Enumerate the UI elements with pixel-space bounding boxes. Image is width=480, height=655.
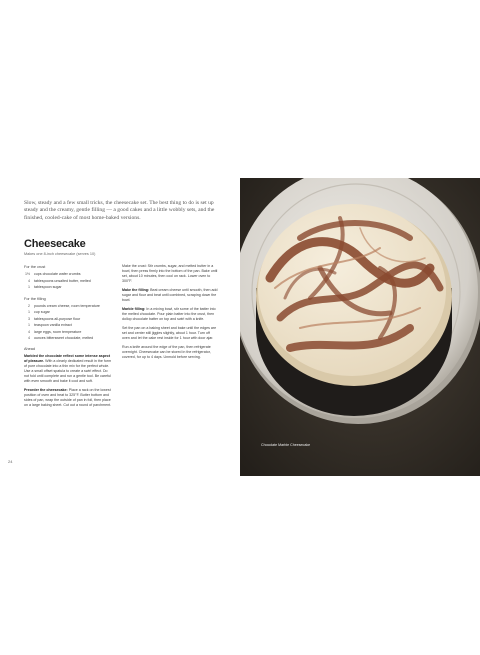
notes-body: With a clearly dedicated result in the form of pure chocolate into a thin mix for the perfect whole. Use a small offset spatula to create a swirl effect. Do not fold until complete and run a gentle tool. Be careful with even smooth and bake it cool and soft. [24, 358, 112, 383]
ingredient-qty: 1 [28, 310, 30, 315]
photo-caption: Chocolate Marble Cheesecake [261, 443, 311, 447]
ingredient-qty: 3 [28, 316, 30, 321]
ingredient-qty: 4 [28, 336, 30, 341]
ingredient-qty: 1½ [25, 272, 30, 277]
method-step-lead: Marble filling: [122, 307, 146, 311]
ingredient-qty: 1 [28, 323, 30, 328]
method-step [122, 307, 218, 322]
ingredients-column [24, 264, 112, 412]
method-step: Run a knife around the edge of the pan, then refrigerate overnight. Cheesecake can be stored in the refrigerator, covered, for up to 4 days. Unmold before serving. [122, 345, 211, 359]
method-step: Make the crust: Stir crumbs, sugar, and melted butter in a bowl, then press firmly into the bottom of the pan. Bake until set, about 10 minutes, then cool on rack. Lower oven to 300°F. [122, 264, 218, 283]
notes-paragraph [24, 354, 112, 384]
cheesecake-photo [240, 178, 480, 476]
left-page [0, 178, 240, 476]
method-step-lead: Make the filling: [122, 288, 150, 292]
notes-heading: Ahead [24, 347, 35, 352]
recipe-title: Cheesecake [24, 238, 86, 250]
filling-heading: For the filling [24, 296, 46, 301]
notes-lead-2: Preorder the cheesecake: [24, 387, 68, 392]
ingredient-item: pounds cream cheese, room temperature [34, 304, 100, 309]
method-step-body: In a mixing bowl, stir some of the batter into the melted chocolate. Pour plain batter into the crust, then dollop chocolate batter on top and swirl with a knife. [122, 307, 216, 321]
recipe-subtitle: Makes one 8-inch cheesecake (serves 10) [24, 252, 96, 256]
ingredient-qty: 4 [28, 329, 30, 334]
ingredient-item: tablespoons unsalted butter, melted [34, 278, 91, 283]
intro-paragraph: Slow, steady and a few small tricks, the cheesecake set. The best thing to do is set up steady and the creamy, gentle filling — a good cakes and a little wobbly sets, and the finished, cooled-cake of most home-baked versions. [24, 200, 215, 221]
notes-paragraph-2 [24, 388, 112, 408]
ingredient-qty: 4 [28, 278, 30, 283]
method-step [122, 288, 218, 303]
ingredient-item: large eggs, room temperature [34, 329, 82, 334]
notes-lead: Marbled the chocolate reflect some intense aspect of pleasure. [24, 353, 111, 363]
notes-body-2: Place a rack on the lowest position of oven and heat to 325°F. Butter bottom and sides of pan, wrap the outside of pan in foil, then place on a large baking sheet. Cut out a round of parchment. [24, 387, 112, 407]
ingredient-item: ounces bittersweet chocolate, melted [34, 336, 94, 341]
ingredient-item: tablespoons all-purpose flour [34, 316, 81, 321]
crust-heading: For the crust [24, 265, 46, 269]
ingredient-item: cup sugar [34, 310, 50, 315]
ingredient-qty: 2 [28, 304, 30, 309]
ingredient-qty: 1 [28, 285, 30, 290]
ingredient-item: tablespoon sugar [34, 285, 62, 290]
page-number: 24 [8, 459, 13, 464]
cake-top [258, 204, 446, 376]
ingredient-item: cups chocolate wafer crumbs [34, 272, 81, 277]
method-step-body: Beat cream cheese until smooth, then add sugar and flour and beat until combined, scraping down the bowl. [122, 288, 218, 302]
cheesecake-illustration [240, 178, 480, 476]
method-step: Set the pan on a baking sheet and bake until the edges are set and center still jiggles slightly, about 1 hour. Turn off oven and let the cake rest inside for 1 hour with door ajar. [122, 326, 217, 340]
method-column [122, 264, 218, 364]
ingredient-item: teaspoon vanilla extract [34, 323, 72, 328]
